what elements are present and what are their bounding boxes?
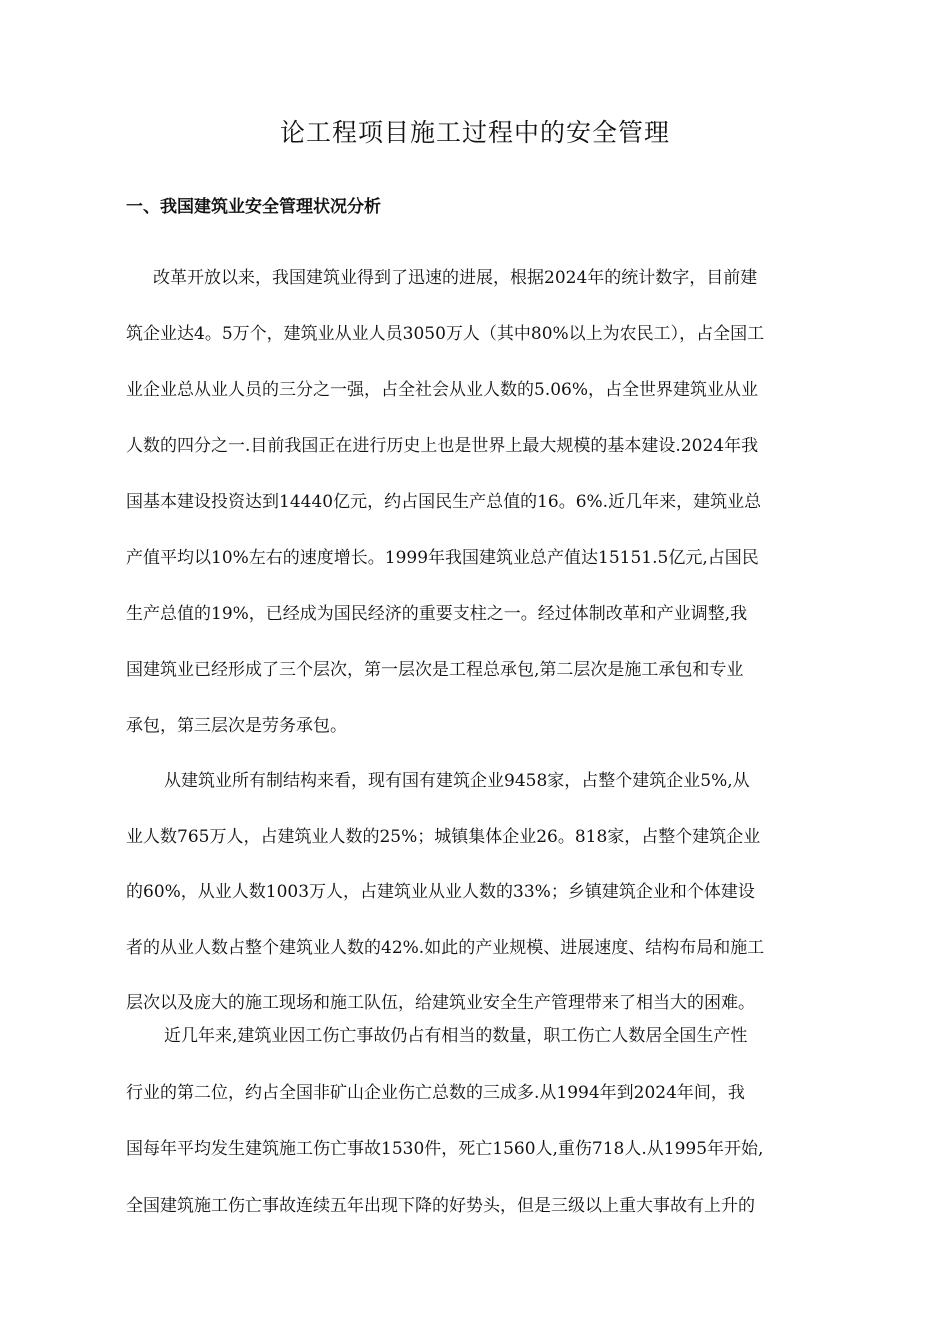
paragraph-line: 产值平均以10%左右的速度增长。1999年我国建筑业总产值达15151.5亿元,占国民 [126,548,759,568]
paragraph-line: 者的从业人数占整个建筑业人数的42%.如此的产业规模、进展速度、结构布局和施工 [126,937,765,958]
paragraph-line: 近几年来,建筑业因工伤亡事故仍占有相当的数量，职工伤亡人数居全国生产性 [164,1026,748,1046]
paragraph-line: 行业的第二位，约占全国非矿山企业伤亡总数的三成多.从1994年到2024年间，我 [126,1082,745,1103]
paragraph-line: 改革开放以来，我国建筑业得到了迅速的进展，根据2024年的统计数字，目前建 [153,268,758,288]
section-heading: 一、我国建筑业安全管理状况分析 [126,197,381,217]
paragraph-line: 业人数765万人，占建筑业人数的25%；城镇集体企业26。818家，占整个建筑企业 [126,826,761,847]
paragraph-line: 业企业总从业人员的三分之一强，占全社会从业人数的5.06%，占全世界建筑业从业 [126,380,759,400]
document-title: 论工程项目施工过程中的安全管理 [279,118,670,147]
paragraph-line: 承包，第三层次是劳务承包。 [126,716,347,736]
paragraph-line: 人数的四分之一.目前我国正在进行历史上也是世界上最大规模的基本建设.2024年我 [126,436,759,456]
paragraph-1 [126,250,838,754]
paragraph-line: 全国建筑施工伤亡事故连续五年出现下降的好势头，但是三级以上重大事故有上升的 [126,1195,755,1216]
paragraph-line: 国每年平均发生建筑施工伤亡事故1530件，死亡1560人,重伤718人.从1995年开始, [126,1139,764,1159]
paragraph-line: 筑企业达4。5万个，建筑业从业人员3050万人（其中80%以上为农民工），占全国工 [126,324,765,344]
paragraph-line: 国建筑业已经形成了三个层次，第一层次是工程总承包,第二层次是施工承包和专业 [126,660,744,680]
paragraph-line: 国基本建设投资达到14440亿元，约占国民生产总值的16。6%.近几年来，建筑业总 [126,492,762,512]
paragraph-line: 层次以及庞大的施工现场和施工队伍，给建筑业安全生产管理带来了相当大的困难。 [126,993,755,1013]
paragraph-line: 的60%，从业人数1003万人，占建筑业从业人数的33%；乡镇建筑企业和个体建设 [126,882,755,902]
paragraph-3 [126,1008,838,1234]
paragraph-line: 生产总值的19%，已经成为国民经济的重要支柱之一。经过体制改革和产业调整,我 [126,604,748,624]
paragraph-2 [126,754,838,1032]
paragraph-line: 从建筑业所有制结构来看，现有国有建筑企业9458家，占整个建筑企业5%,从 [164,771,750,791]
